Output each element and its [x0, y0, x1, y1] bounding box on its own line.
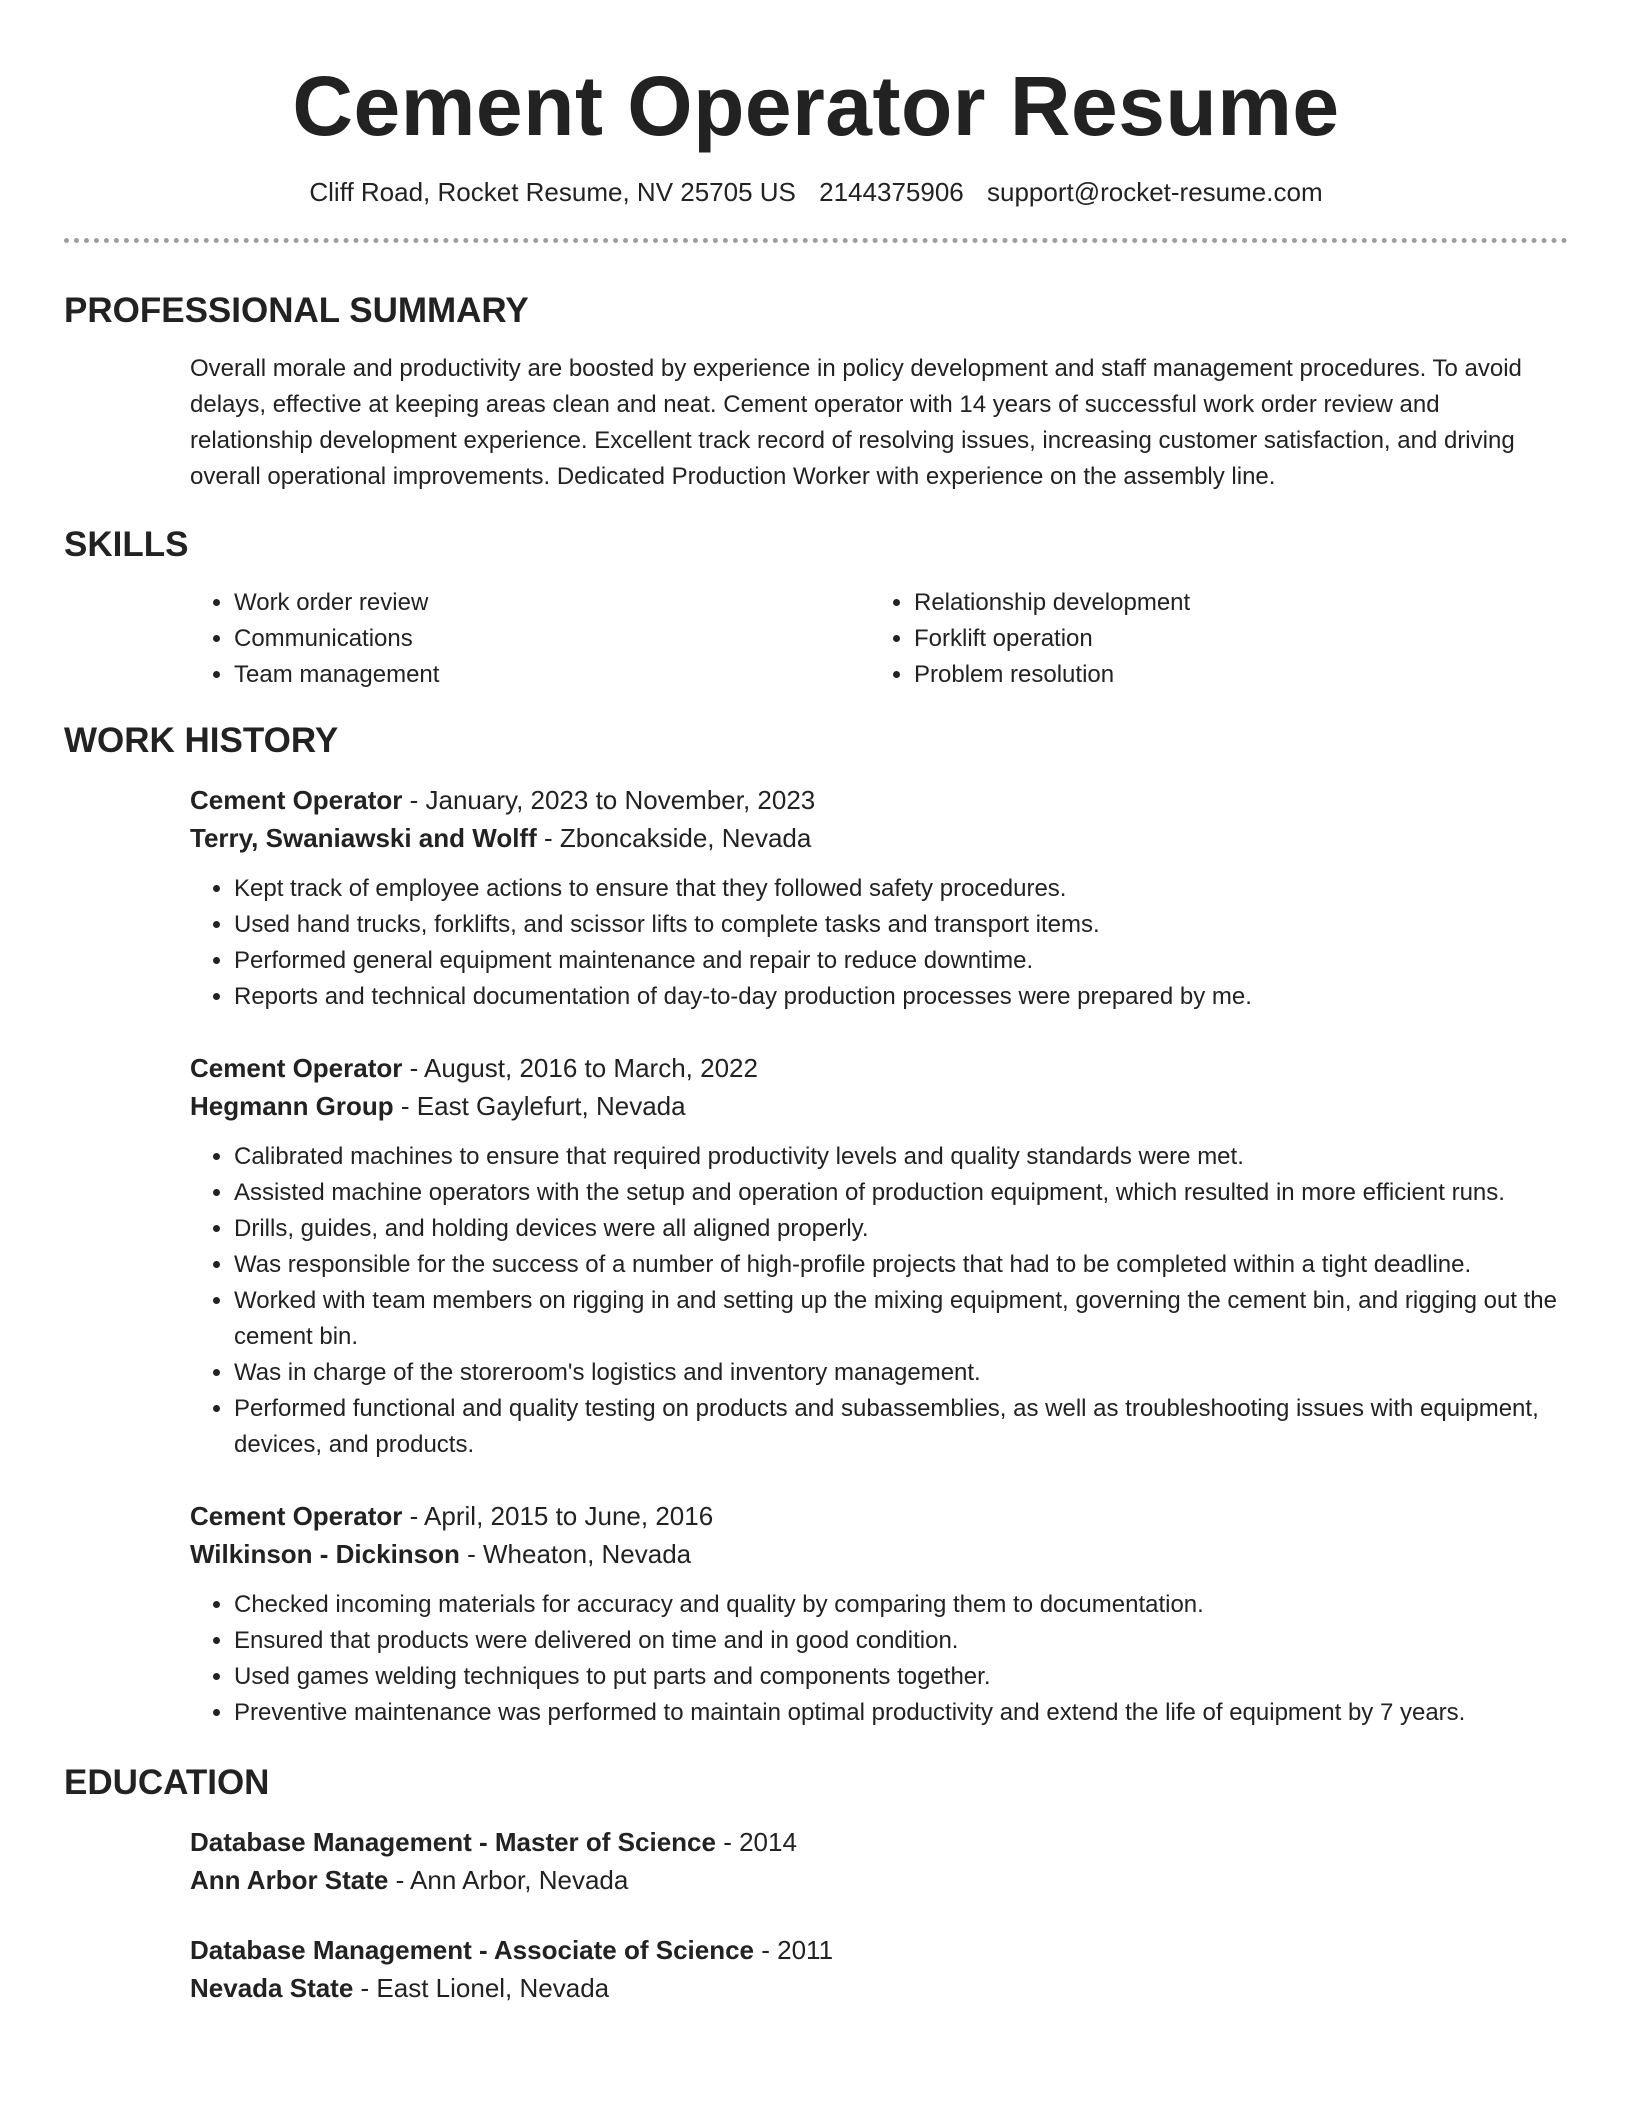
- skill-item: • Communications: [234, 621, 870, 657]
- school-line: [190, 1969, 1568, 2007]
- job-duty: • Calibrated machines to ensure that required productivity levels and quality standards were met.: [234, 1139, 1568, 1175]
- job-duty: • Ensured that products were delivered on time and in good condition.: [234, 1623, 1568, 1659]
- skill-item: • Work order review: [234, 585, 870, 621]
- job-company: Wilkinson - Dickinson: [190, 1539, 460, 1569]
- job-duty: • Assisted machine operators with the setup and operation of production equipment, which resulted in more efficient runs.: [234, 1175, 1568, 1211]
- job-duties: [190, 1139, 1568, 1463]
- job-duty: • Was in charge of the storeroom's logistics and inventory management.: [234, 1355, 1568, 1391]
- education-heading: EDUCATION: [64, 1763, 270, 1802]
- job-dates: - April, 2015 to June, 2016: [402, 1501, 714, 1531]
- skills-list: [190, 585, 1568, 693]
- job-duty: • Was responsible for the success of a number of high-profile projects that had to be completed within a tight deadline.: [234, 1247, 1568, 1283]
- skills-heading: SKILLS: [64, 525, 189, 564]
- skill-item: • Relationship development: [914, 585, 1568, 621]
- job-entry: [190, 1049, 1568, 1463]
- job-location: - Zboncakside, Nevada: [536, 823, 812, 853]
- summary-heading: PROFESSIONAL SUMMARY: [64, 291, 529, 330]
- job-entry: [190, 1497, 1568, 1731]
- degree-year: - 2011: [754, 1935, 834, 1965]
- job-location: - East Gaylefurt, Nevada: [393, 1091, 686, 1121]
- degree-year: - 2014: [715, 1827, 797, 1857]
- job-duty: • Performed general equipment maintenance and repair to reduce downtime.: [234, 943, 1568, 979]
- skill-item: • Problem resolution: [914, 657, 1568, 693]
- job-duty: • Used hand trucks, forklifts, and scissor lifts to complete tasks and transport items.: [234, 907, 1568, 943]
- degree-line: [190, 1931, 1568, 1969]
- job-title-line: [190, 1049, 1568, 1087]
- job-duty: • Preventive maintenance was performed to maintain optimal productivity and extend the life of equipment by 7 years.: [234, 1695, 1568, 1731]
- contact-email: support@rocket-resume.com: [986, 177, 1323, 207]
- job-duty: • Performed functional and quality testing on products and subassemblies, as well as troubleshooting issues with equipment, devices, and products.: [234, 1391, 1568, 1463]
- job-duty: • Drills, guides, and holding devices were all aligned properly.: [234, 1211, 1568, 1247]
- contact-line: [64, 176, 1568, 208]
- school-location: - East Lionel, Nevada: [353, 1973, 610, 2003]
- job-title-line: [190, 781, 1568, 819]
- education-entry: [190, 1931, 1568, 2007]
- school-name: Nevada State: [190, 1973, 354, 2003]
- summary-text: Overall morale and productivity are boosted by experience in policy development and staff management procedures. To avoid delays, effective at keeping areas clean and neat. Cement operator with 14 years of successful work order review and relationship development experience. Excellent track record of resolving issues, increasing customer satisfaction, and driving overall operational improvements. Dedicated Production Worker with experience on the assembly line.: [190, 355, 1522, 490]
- education-entry: [190, 1823, 1568, 1899]
- job-role: Cement Operator: [190, 785, 403, 815]
- work-history-heading: WORK HISTORY: [64, 721, 339, 760]
- skill-item: • Team management: [234, 657, 870, 693]
- skills-column-right: [870, 585, 1568, 693]
- degree-line: [190, 1823, 1568, 1861]
- job-company-line: [190, 1087, 1568, 1125]
- job-dates: - August, 2016 to March, 2022: [402, 1053, 758, 1083]
- job-title-line: [190, 1497, 1568, 1535]
- degree-name: Database Management - Master of Science: [190, 1827, 716, 1857]
- school-location: - Ann Arbor, Nevada: [388, 1865, 629, 1895]
- job-role: Cement Operator: [190, 1501, 403, 1531]
- school-name: Ann Arbor State: [190, 1865, 389, 1895]
- job-location: - Wheaton, Nevada: [459, 1539, 692, 1569]
- job-company-line: [190, 1535, 1568, 1573]
- job-role: Cement Operator: [190, 1053, 403, 1083]
- header-divider: [64, 238, 1568, 243]
- contact-phone: 2144375906: [819, 177, 964, 207]
- job-duties: [190, 1587, 1568, 1731]
- job-dates: - January, 2023 to November, 2023: [402, 785, 816, 815]
- job-duty: • Reports and technical documentation of day-to-day production processes were prepared by me.: [234, 979, 1568, 1015]
- degree-name: Database Management - Associate of Science: [190, 1935, 755, 1965]
- skills-column-left: [190, 585, 870, 693]
- job-duty: • Checked incoming materials for accuracy and quality by comparing them to documentation.: [234, 1587, 1568, 1623]
- job-company-line: [190, 819, 1568, 857]
- resume-title: Cement Operator Resume: [292, 59, 1340, 153]
- school-line: [190, 1861, 1568, 1899]
- job-company: Terry, Swaniawski and Wolff: [190, 823, 537, 853]
- job-entry: [190, 781, 1568, 1015]
- skill-item: • Forklift operation: [914, 621, 1568, 657]
- job-duty: • Worked with team members on rigging in and setting up the mixing equipment, governing the cement bin, and rigging out the cement bin.: [234, 1283, 1568, 1355]
- job-company: Hegmann Group: [190, 1091, 394, 1121]
- contact-address: Cliff Road, Rocket Resume, NV 25705 US: [309, 177, 796, 207]
- job-duties: [190, 871, 1568, 1015]
- job-duty: • Used games welding techniques to put parts and components together.: [234, 1659, 1568, 1695]
- job-duty: • Kept track of employee actions to ensure that they followed safety procedures.: [234, 871, 1568, 907]
